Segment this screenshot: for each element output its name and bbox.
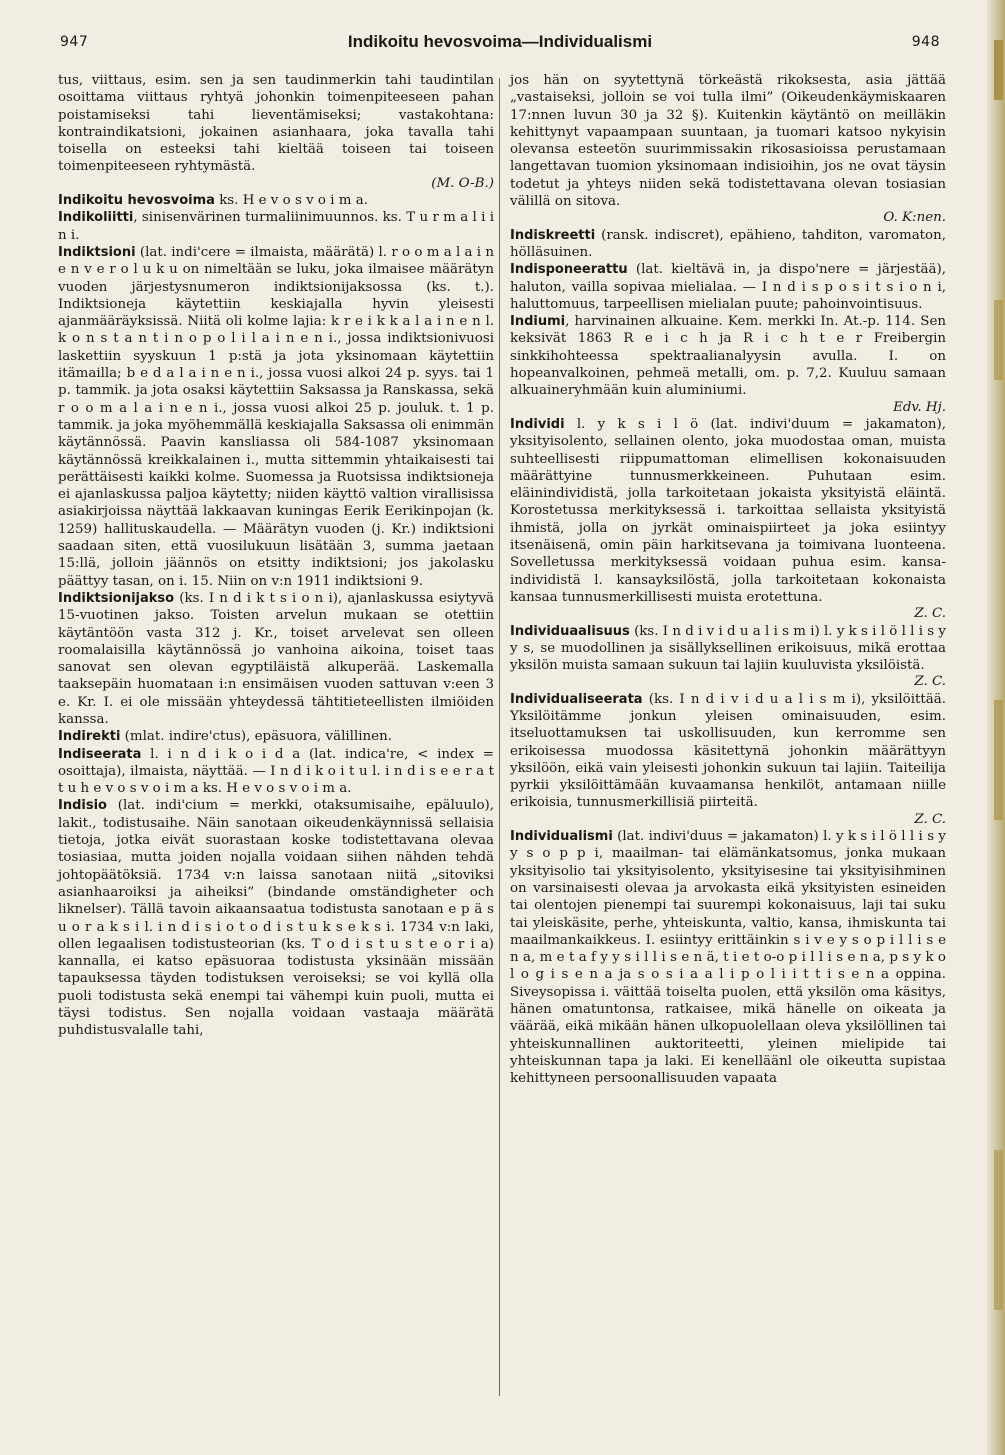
entry-headword: Indisponeerattu [510, 262, 628, 278]
entry-text: l. i n d i k o i d a (lat. indica're, < index = osoittaja), ilmaista, näyttää. — I n d i k o i t u l. i n d i s e e r a t t u h e v o s v o i m a ks. H e v o s v o i m a. [58, 746, 494, 797]
author-signature: Z. C. [914, 811, 946, 827]
entry-text: (lat. indi'cere = ilmaista, määrätä) l. r o o m a l a i n e n v e r o l u k u on nimeltään se luku, joka ilmaisee määrätyn vuoden järjestysnumeron indiktsionijaksossa (ks. t.). Indiktsioneja käytettiin keskiajalla hyvin yleisesti ajanmääräyksissä. Niitä oli kolme lajia: k r e i k k a l a i n e n l. k o n s t a n t i n o p o l i l a i n e n i., jossa indiktsionivuosi laskettiin syyskuun 1 p:stä ja jota yksinomaan käytettiin itämailla; b e d a l a i n e n i., jossa vuosi alkoi 24 p. syys. tai 1 p. tammik. ja jota osaksi käytettiin Saksassa ja Ranskassa, sekä r o o m a l a i n e n i., jossa vuosi alkoi 25 p. jouluk. t. 1 p. tammik. ja joka myöhemmällä keskiajalla Saksassa oli enimmän käytännössä. Paavin kansliassa oli 584-1087 yksinomaan käytännössä kreikkalainen i., mutta sittemmin yhtaikaisesti tai perättäisesti kaikki kolme. Suomessa ja Ruotsissa indiktsioneja ei ajanlaskussa paljoa käytetty; niiden käyttö valtion virallisissa asiakirjoissa näyttää lakkaavan kuningas Eerik Eerikinpojan (k. 1259) hallituskaudella. — Määrätyn vuoden (j. Kr.) indiktsioni saadaan siten, että vuosilukuun lisätään 3, summa jaetaan 15:llä, jolloin jäännös on etsitty indiktsioni; jos jakolasku päättyy tasan, on i. 15. Niin on v:n 1911 indiktsioni 9. [58, 244, 494, 589]
entry-headword: Individualiseerata [510, 691, 643, 707]
entry-text: l. y k s i l ö (lat. indivi'duum = jakamaton), yksityisolento, sellainen olento, joka muodostaa oman, muista suhteellisesti riippumattoman elimellisen kokonaisuuden määrättyine tunnusmerkkeineen. Puhutaan esim. eläinindividistä, jolla tarkoitetaan jokaista yksityistä eläintä. Korostetussa merkityksessä i. tarkoittaa sellaista yksityistä ihmistä, jolla on jyrkät ominaispiirteet ja joka esiintyy itsenäisenä, omin päin harkitsevana ja toimivana luonteena. Sovelletussa merkityksessä voidaan puhua esim. kansa-individistä l. kansayksilöstä, jolla tarkoitetaan kokonaista kansaa tunnusmerkillisesti muista erotettuna. [510, 416, 946, 605]
dictionary-entry [58, 728, 494, 745]
entry-text: (lat. kieltävä in, ja dispo'nere = järjestää), haluton, vailla sopivaa mielialaa. — I n d i s p o s i t s i o n i, haluttomuus, tarpeellisen mielialan puute; pahoinvointisuus. [510, 262, 946, 312]
entry-text: (ks. I n d i v i d u a l i s m i), yksilöittää. Yksilöitämme jonkun yleisen ominaisuuden, esim. itseluottamuksen tai uskollisuuden, kun kerromme sen erikoisessa muodossa käsitettynä johonkin määrättyyn yksilöön, eikä vain yleisesti johonkin sukuun tai lajiin. Taiteilija pyrkii yksilöittämään kuvaamansa henkilöt, antamaan niille erikoisia, tunnusmerkillisiä piirteitä. [510, 691, 946, 811]
right-column [510, 72, 946, 1088]
author-signature: O. K:nen. [883, 210, 946, 226]
entry-text: (ks. I n d i k t s i o n i), ajanlaskussa esiytyvä 15-vuotinen jakso. Toisten arvelun mukaan se otettiin käytäntöön vasta 312 j. Kr., toiset arvelevat sen olleen roomalaisilla käytännössä jo vanhoina aikoina, toiset taas sanovat sen olevan egyptiläistä alkuperää. Laskemalla taaksepäin huomataan i:n ensimäisen vuoden sattuvan v:een 3 e. Kr. I. ei ole missään yhteydessä tähtitieteellisten ilmiöiden kanssa. [58, 590, 494, 727]
entry-text: tus, viittaus, esim. sen ja sen taudinmerkin tahi taudintilan osoittama viittaus ryhtyä johonkin toimenpiteeseen pahan poistamiseksi tahi lieventämiseksi; vastakohtana: kontraindikatsioni, jokainen asianhaara, joka tavalla tahi toisella on esteeksi tahi kieltää toiseen tai toiseen toimenpiteeseen ryhtymästä. [58, 73, 494, 175]
dictionary-entry [58, 244, 494, 590]
column-rule [499, 78, 500, 1396]
entry-headword: Indisio [58, 798, 107, 814]
page-edge [987, 0, 1005, 1455]
dictionary-entry [58, 209, 494, 244]
dictionary-entry [510, 313, 946, 416]
entry-text: ks. H e v o s v o i m a. [214, 193, 368, 209]
entry-headword: Indiseerata [58, 746, 142, 762]
dictionary-entry [510, 416, 946, 623]
edge-stain [994, 1150, 1003, 1310]
dictionary-entry [58, 72, 494, 192]
edge-stain [994, 300, 1003, 380]
entry-headword: Indiskreetti [510, 227, 596, 243]
edge-stain [994, 40, 1003, 100]
entry-text: (mlat. indire'ctus), epäsuora, välillinen. [120, 729, 392, 745]
entry-headword: Indirekti [58, 729, 121, 745]
dictionary-entry [58, 746, 494, 798]
entry-text: (ks. I n d i v i d u a l i s m i) l. y k s i l ö l l i s y y s, se muodollinen ja sisällyksellinen erikoisuus, mikä erottaa yksilön muista samaan sukuun tai lajiin kuuluvista yksilöistä. [510, 623, 946, 674]
entry-text: (lat. indivi'duus = jakamaton) l. y k s i l ö l l i s y y s o p p i, maailman- tai elämänkatsomus, jonka mukaan yksityisolio tai yksityisolento, yksityisesine tai yksityisihminen on varsinaisesti olevaa ja arvokasta eikä yksityisten esineiden tai olentojen pienempi tai suurempi kokonaisuus, laji tai suku tai yleiskäsite, perhe, yhteiskunta, valtio, kansa, ihmiskunta tai maailmankaikkeus. I. esiintyy erittäinkin s i v e y s o p i l l i s e n a, m e t a f y y s i l l i s e n ä, t i e t o-o p i l l i s e n a, p s y k o l o g i s e n a ja s o s i a a l i p o l i i t t i s e n a oppina. Siveysopissa i. väittää toiselta puolen, että yksilön oma käsitys, hänen omatuntonsa, ratkaisee, mikä hänelle on oikeata ja väärää, eikä mikään hänen ulkopuolellaan oleva yksilöllinen tai yhteiskunnallinen auktoriteetti, yleinen mielipide tai yhteiskunnan tapa ja laki. Ei kenelläänl ole oikeutta supistaa kehittyneen persoonallisuuden vapaata [510, 829, 946, 1087]
entry-text: (ransk. indiscret), epähieno, tahditon, varomaton, hölläsuinen. [510, 227, 946, 260]
author-signature: Z. C. [914, 674, 946, 690]
entry-headword: Individuaalisuus [510, 623, 630, 639]
entry-headword: Indiktsionijakso [58, 590, 175, 606]
dictionary-entry [510, 828, 946, 1087]
running-header [60, 34, 940, 58]
entry-headword: Indiumi [510, 314, 566, 330]
dictionary-entry [510, 72, 946, 227]
entry-text: jos hän on syytettynä törkeästä rikoksesta, asia jättää „vastaiseksi, jolloin se voi tulla ilmi” (Oikeudenkäymiskaaren 17:nnen luvun 30 ja 32 §). Kuitenkin käytäntö on meilläkin kehittynyt vapaampaan suuntaan, ja tuomari katsoo nykyisin olevansa esteetön suurimmissakin rikosasioissa perustamaan langettavan tuomion yksinomaan indisioihin, jos ne ovat täysin todetut ja yhteys niiden sekä todistettavana olevan tosiasian välillä on sitova. [510, 73, 946, 210]
dictionary-entry [510, 261, 946, 313]
left-page-number: 947 [60, 34, 89, 50]
author-signature: (M. O-B.) [431, 175, 494, 191]
dictionary-entry [58, 797, 494, 1039]
entry-headword: Individualismi [510, 829, 613, 845]
entry-headword: Indikoliitti [58, 210, 134, 226]
right-page-number: 948 [911, 34, 940, 50]
entry-headword: Indikoitu hevosvoima [58, 193, 215, 209]
dictionary-entry [510, 227, 946, 262]
dictionary-entry [58, 590, 494, 728]
entry-headword: Individi [510, 416, 565, 432]
dictionary-entry [510, 691, 946, 828]
author-signature: Z. C. [914, 606, 946, 622]
author-signature: Edv. Hj. [893, 399, 946, 415]
edge-stain [994, 700, 1003, 820]
entry-text: (lat. indi'cium = merkki, otaksumisaihe, epäluulo), lakit., todistusaihe. Näin sanotaan oikeudenkäynnissä sellaisia tietoja, jotka eivät suorastaan koske todistettavana olevaa tosiasiaa, mutta joiden nojalla voidaan siihen nähden tehdä johtopäätöksiä. 1734 v:n laissa sanotaan niitä „sitoviksi asianhaaroiksi ja aiheiksi” (bindande omständigheter och liknelser). Tällä tavoin aikaansaatua todistusta sanotaan e p ä s u o r a k s i l. i n d i s i o t o d i s t u k s e k s i. 1734 v:n laki, ollen legaalisen todistusteorian (ks. T o d i s t u s t e o r i a) kannalla, ei katso epäsuoraa todistusta yksinään missään tapauksessa täyden todistuksen veroiseksi; se voi kyllä olla puoli todistusta sekä enempi tai vähempi kuin puoli, mutta ei täysi todistus. Sen nojalla voidaan vastaaja määrätä puhdistusvalalle tahi, [58, 798, 494, 1039]
left-column [58, 72, 494, 1040]
dictionary-entry [510, 623, 946, 691]
entry-text: , sinisenvärinen turmaliinimuunnos. ks. T u r m a l i i n i. [58, 210, 494, 243]
entry-headword: Indiktsioni [58, 244, 136, 260]
header-title: Indikoitu hevosvoima—Individualismi [347, 32, 653, 51]
dictionary-entry [58, 192, 494, 209]
entry-text: , harvinainen alkuaine. Kem. merkki In. At.-p. 114. Sen keksivät 1863 R e i c h ja R i c h t e r Freibergin sinkkihohteessa spektraalianalyysin avulla. I. on hopeanvalkoinen, pehmeä metalli, om. p. 7,2. Kuuluu samaan alkuaineryhmään kuin aluminiumi. [510, 314, 946, 399]
